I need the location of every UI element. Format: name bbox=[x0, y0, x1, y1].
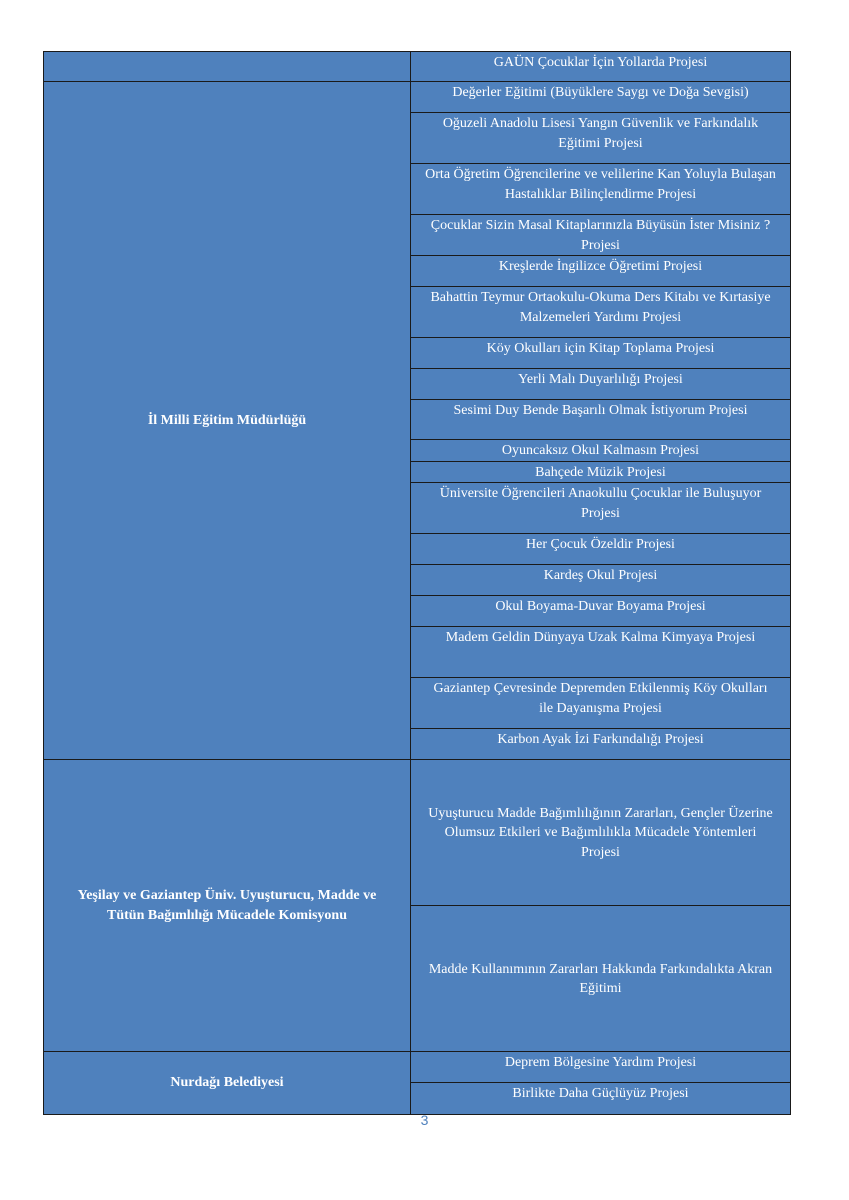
project-cell: Yerli Malı Duyarlılığı Projesi bbox=[411, 369, 791, 400]
project-cell: Her Çocuk Özeldir Projesi bbox=[411, 534, 791, 565]
table-row bbox=[44, 82, 791, 113]
project-cell: Okul Boyama-Duvar Boyama Projesi bbox=[411, 596, 791, 627]
project-cell: Kreşlerde İngilizce Öğretimi Projesi bbox=[411, 256, 791, 287]
project-cell: GAÜN Çocuklar İçin Yollarda Projesi bbox=[411, 52, 791, 82]
project-cell: Madem Geldin Dünyaya Uzak Kalma Kimyaya Projesi bbox=[411, 627, 791, 678]
project-cell: Çocuklar Sizin Masal Kitaplarınızla Büyüsün İster Misiniz ? Projesi bbox=[411, 215, 791, 256]
project-cell: Uyuşturucu Madde Bağımlılığının Zararları, Gençler Üzerine Olumsuz Etkileri ve Bağımlılıkla Mücadele Yöntemleri Projesi bbox=[411, 760, 791, 906]
project-cell: Bahçede Müzik Projesi bbox=[411, 461, 791, 483]
project-cell: Kardeş Okul Projesi bbox=[411, 565, 791, 596]
project-cell: Madde Kullanımının Zararları Hakkında Farkındalıkta Akran Eğitimi bbox=[411, 906, 791, 1052]
table-row bbox=[44, 760, 791, 906]
institution-cell: Nurdağı Belediyesi bbox=[44, 1052, 411, 1115]
project-cell: Üniversite Öğrencileri Anaokullu Çocuklar ile Buluşuyor Projesi bbox=[411, 483, 791, 534]
project-cell: Deprem Bölgesine Yardım Projesi bbox=[411, 1052, 791, 1083]
project-cell: Birlikte Daha Güçlüyüz Projesi bbox=[411, 1083, 791, 1115]
project-cell: Orta Öğretim Öğrencilerine ve velilerine Kan Yoluyla Bulaşan Hastalıklar Bilinçlendirme Projesi bbox=[411, 164, 791, 215]
project-cell: Oyuncaksız Okul Kalmasın Projesi bbox=[411, 440, 791, 462]
institution-cell: Yeşilay ve Gaziantep Üniv. Uyuşturucu, Madde ve Tütün Bağımlılığı Mücadele Komisyonu bbox=[44, 760, 411, 1052]
project-cell: Gaziantep Çevresinde Depremden Etkilenmiş Köy Okulları ile Dayanışma Projesi bbox=[411, 678, 791, 729]
project-cell: Köy Okulları için Kitap Toplama Projesi bbox=[411, 338, 791, 369]
table-row bbox=[44, 52, 791, 82]
project-cell: Değerler Eğitimi (Büyüklere Saygı ve Doğa Sevgisi) bbox=[411, 82, 791, 113]
project-cell: Bahattin Teymur Ortaokulu-Okuma Ders Kitabı ve Kırtasiye Malzemeleri Yardımı Projesi bbox=[411, 287, 791, 338]
projects-table bbox=[43, 51, 791, 1115]
project-cell: Oğuzeli Anadolu Lisesi Yangın Güvenlik ve Farkındalık Eğitimi Projesi bbox=[411, 113, 791, 164]
project-cell: Sesimi Duy Bende Başarılı Olmak İstiyorum Projesi bbox=[411, 400, 791, 440]
page-number: 3 bbox=[420, 1112, 429, 1128]
institution-cell: İl Milli Eğitim Müdürlüğü bbox=[44, 82, 411, 760]
table-row bbox=[44, 1052, 791, 1083]
institution-cell bbox=[44, 52, 411, 82]
project-cell: Karbon Ayak İzi Farkındalığı Projesi bbox=[411, 729, 791, 760]
